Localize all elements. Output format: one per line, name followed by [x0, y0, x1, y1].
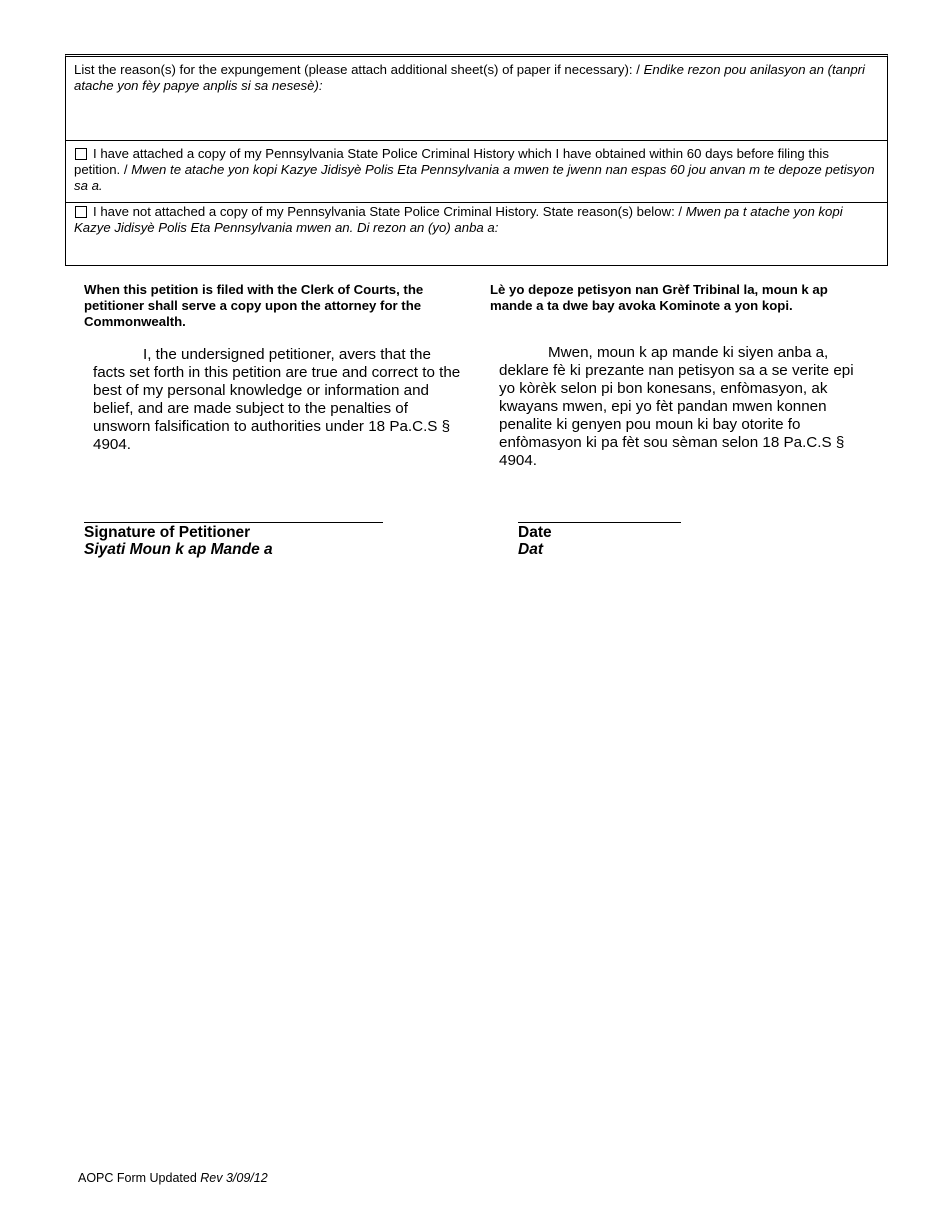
- reasons-label-ht: Endike rezon pou anilasyon an (tanpri atache yon fèy papye anplis si sa nesesè):: [74, 62, 865, 93]
- signature-label-en: Signature of Petitioner: [84, 524, 251, 541]
- english-column: [84, 282, 464, 453]
- footer-text: AOPC Form Updated: [78, 1171, 201, 1185]
- signature-label-ht: Siyati Moun k ap Mande a: [84, 541, 273, 558]
- signature-line[interactable]: [84, 522, 383, 523]
- criminal-history-not-attached-row: [66, 203, 887, 265]
- not-attached-label-ht: Mwen pa t atache yon kopi Kazye Jidisyè Polis Eta Pennsylvania mwen an. Di rezon an (yo) anba a:: [74, 204, 843, 235]
- service-notice-en: When this petition is filed with the Clerk of Courts, the petitioner shall serve a copy upon the attorney for the Commonwealth.: [84, 282, 424, 329]
- reasons-row[interactable]: [66, 57, 887, 141]
- service-notice-ht: Lè yo depoze petisyon nan Grèf Tribinal la, moun k ap mande a ta dwe bay avoka Kominote a yon kopi.: [490, 282, 828, 313]
- not-attached-label-en: I have not attached a copy of my Pennsylvania State Police Criminal History. State reason(s) below: /: [93, 204, 686, 219]
- footer-revision: Rev 3/09/12: [200, 1171, 268, 1185]
- criminal-history-attached-row: [66, 141, 887, 203]
- creole-column: [490, 282, 870, 469]
- averment-en: I, the undersigned petitioner, avers that the facts set forth in this petition are true and correct to the best of my personal knowledge or information and belief, and are made subject to the penalties of unsworn falsification to authorities under 18 Pa.C.S § 4904.: [93, 346, 461, 453]
- date-label-en: Date: [518, 524, 552, 541]
- form-footer: [78, 1171, 268, 1185]
- date-line[interactable]: [518, 522, 681, 523]
- reasons-label-en: List the reason(s) for the expungement (please attach additional sheet(s) of paper if necessary): /: [74, 62, 644, 77]
- averment-ht: Mwen, moun k ap mande ki siyen anba a, deklare fè ki prezante nan petisyon sa a se verite epi yo kòrèk selon pi bon konesans, enfòmasyon, ak kwayans mwen, epi yo fèt pandan mwen konnen penalite ki genyen pou moun ki bay otorite fo enfòmasyon ki pa fèt sou sèman selon 18 Pa.C.S § 4904.: [499, 344, 854, 469]
- criminal-history-not-attached-checkbox[interactable]: [75, 206, 87, 218]
- attached-label-en: I have attached a copy of my Pennsylvania State Police Criminal History which I have obtained within 60 days before filing this petition. /: [74, 146, 829, 177]
- attached-label-ht: Mwen te atache yon kopi Kazye Jidisyè Polis Eta Pennsylvania a mwen te jwenn nan espas 60 jou anvan m te depoze petisyon sa a.: [74, 162, 875, 193]
- date-label-ht: Dat: [518, 541, 543, 558]
- criminal-history-attached-checkbox[interactable]: [75, 148, 87, 160]
- expungement-form-table: [65, 54, 888, 266]
